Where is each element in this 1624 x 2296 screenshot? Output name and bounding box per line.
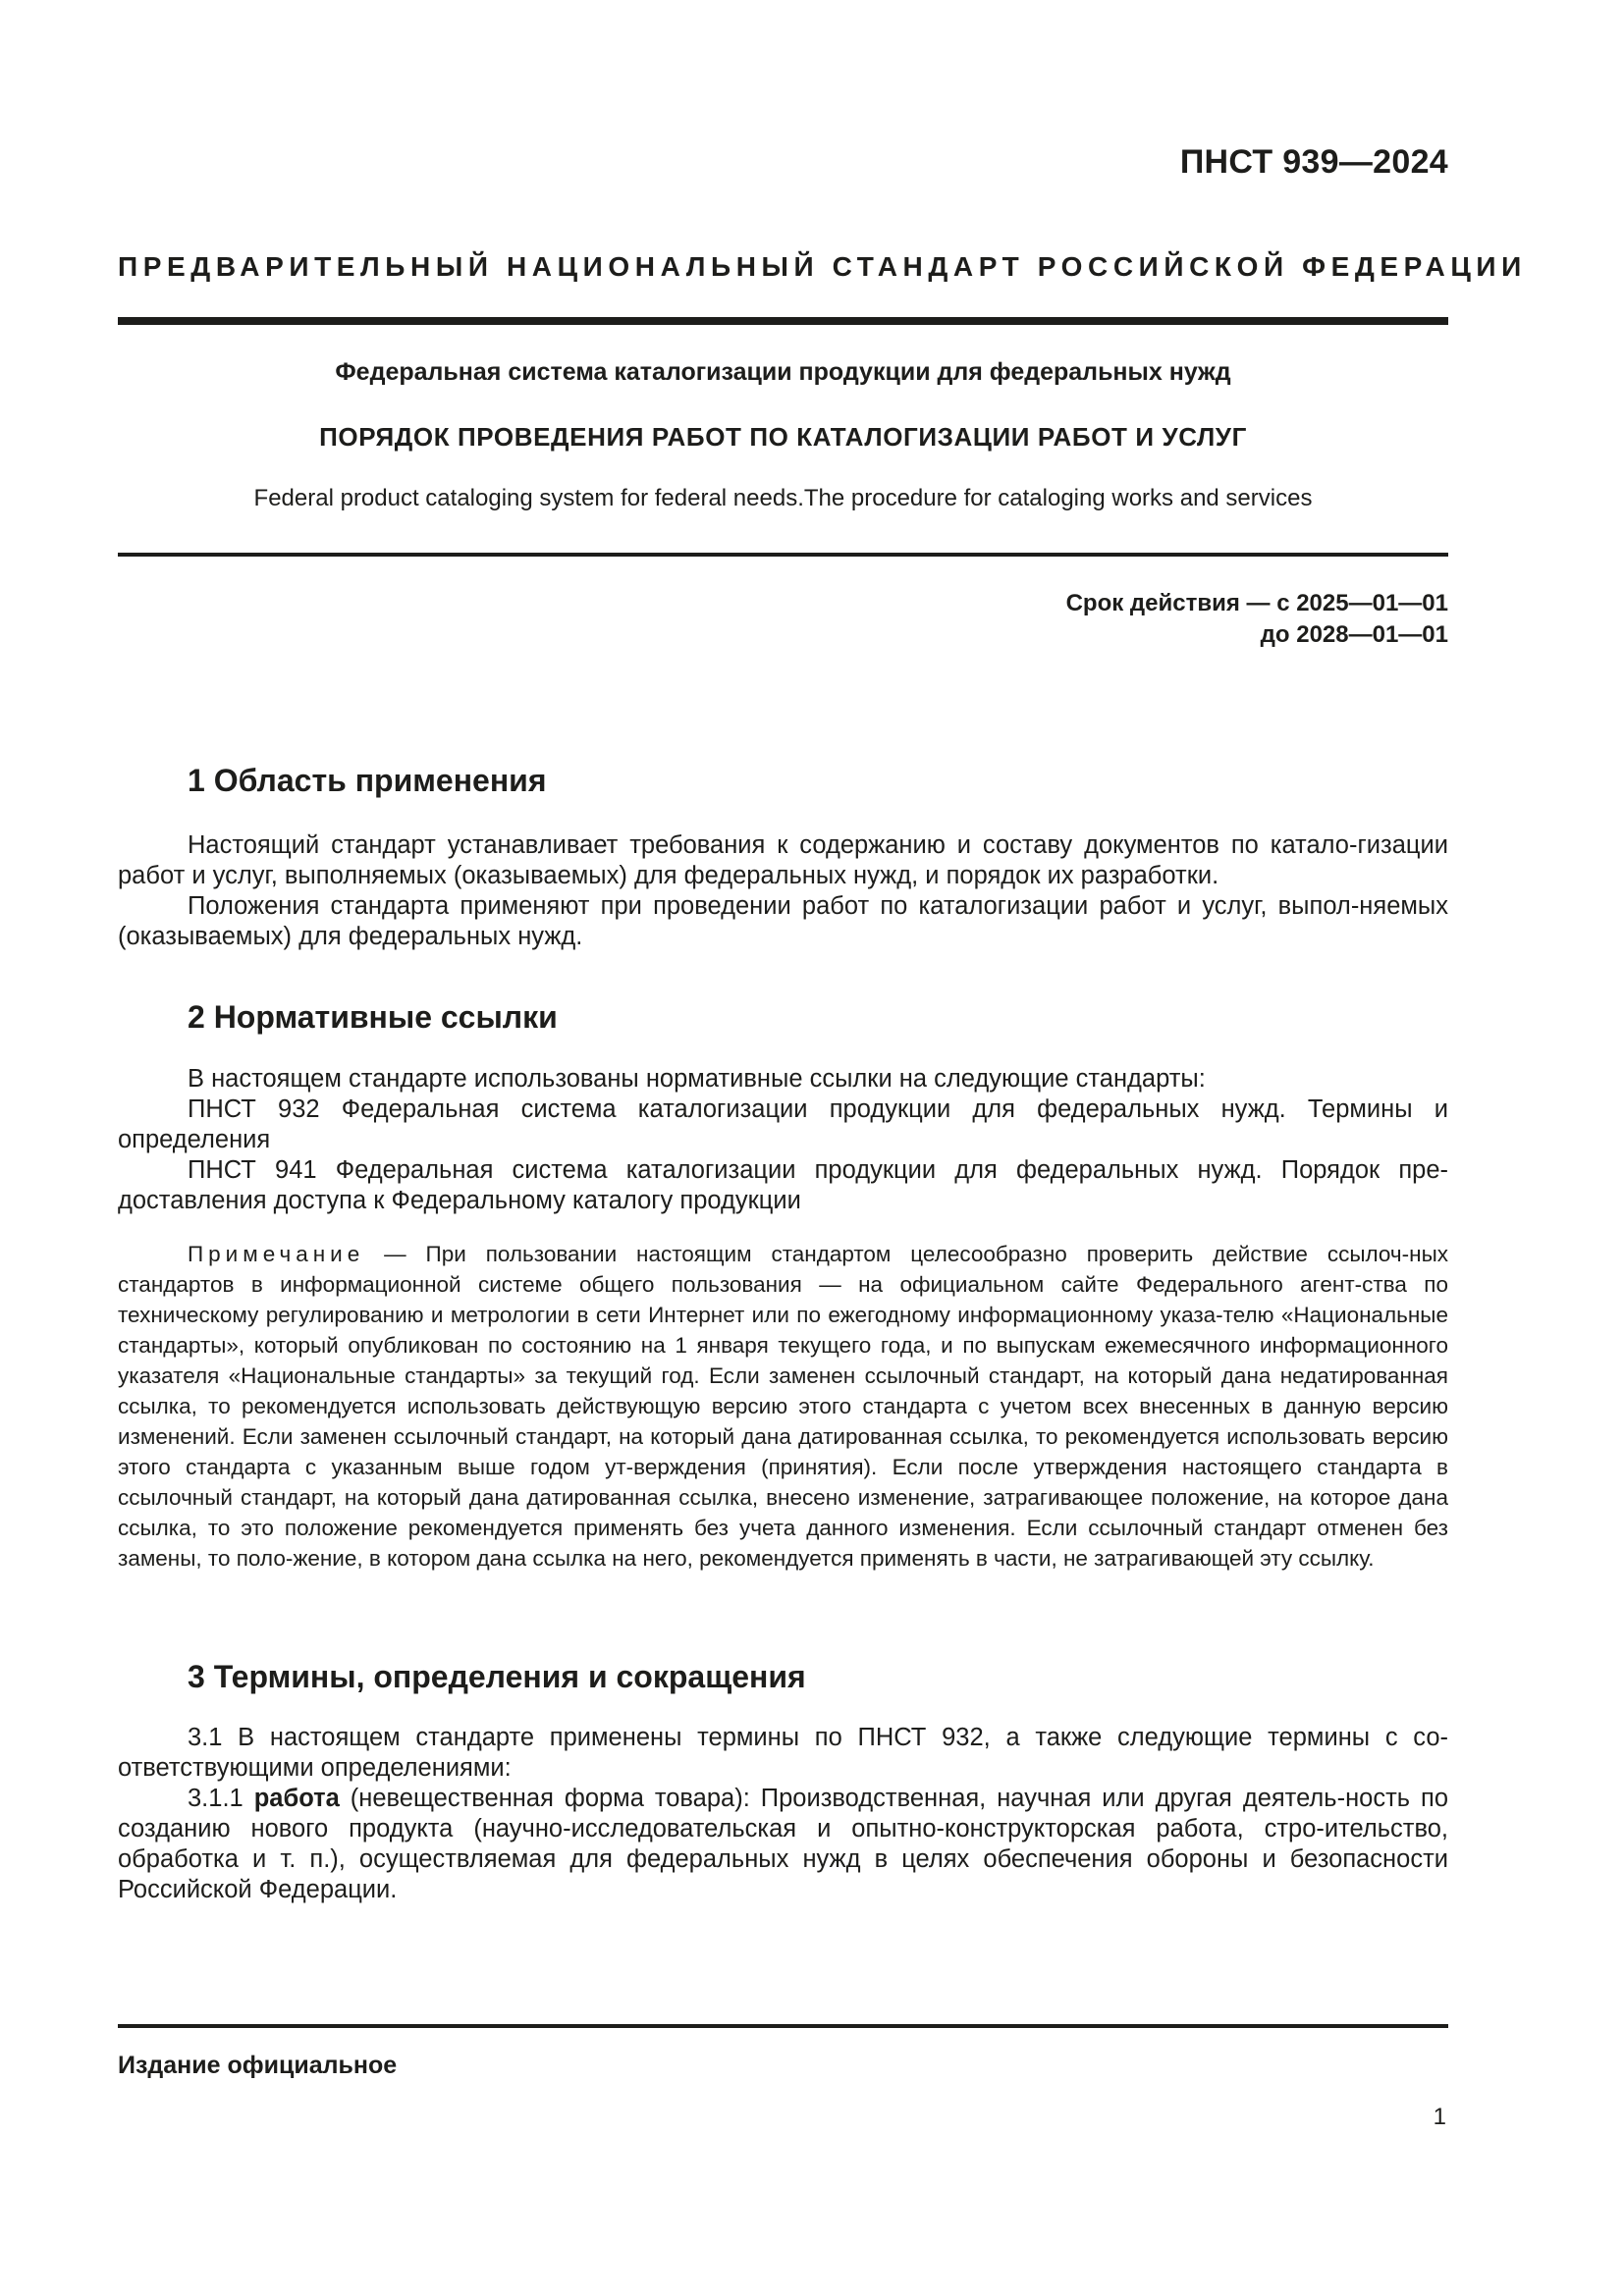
document-number: ПНСТ 939—2024: [1179, 143, 1448, 181]
term-number: 3.1.1: [188, 1785, 254, 1812]
title-russian: Федеральная система каталогизации продукции для федеральных нужд: [335, 358, 1231, 386]
validity-start: Срок действия — с 2025—01—01: [1065, 590, 1448, 616]
title-english: Federal product cataloging system for federal needs.The procedure for cataloging works and services: [253, 485, 1313, 511]
section-1-paragraph-1: Настоящий стандарт устанавливает требования к содержанию и составу документов по катало-гизации работ и услуг, выполняемых (оказываемых) для федеральных нужд, и порядок их разработки.: [118, 831, 1448, 889]
term-name: работа: [253, 1785, 340, 1812]
title-russian-caps: ПОРЯДОК ПРОВЕДЕНИЯ РАБОТ ПО КАТАЛОГИЗАЦИИ РАБОТ И УСЛУГ: [319, 422, 1247, 452]
note-label: Примечание: [188, 1242, 365, 1266]
section-1-paragraph-2: Положения стандарта применяют при проведении работ по каталогизации работ и услуг, выпол-няемых (оказываемых) для федеральных нужд.: [118, 892, 1448, 950]
validity-end: до 2028—01—01: [1260, 621, 1448, 648]
header-divider: [118, 317, 1448, 325]
section-3-title: 3 Термины, определения и сокращения: [188, 1659, 806, 1694]
section-2-note: [118, 1239, 1448, 1574]
section-3-paragraph-3-1-1: [118, 1784, 1448, 1905]
term-definition: (невещественная форма товара): Производственная, научная или другая деятель-ность по созданию нового продукта (научно-исследовательская и опытно-конструкторская работа, стро-ительство, обработка и т. п.), осуществляемая для федеральных нужд в целях обеспечения обороны и безопасности Российской Федерации.: [118, 1785, 1448, 1903]
title-divider: [118, 553, 1448, 557]
section-2-reference-2: ПНСТ 941 Федеральная система каталогизации продукции для федеральных нужд. Порядок пре-доставления доступа к Федеральному каталогу продукции: [118, 1156, 1448, 1214]
section-3-paragraph-3-1: 3.1 В настоящем стандарте применены термины по ПНСТ 932, а также следующие термины с со-ответствующими определениями:: [118, 1724, 1448, 1782]
note-text: — При пользовании настоящим стандартом целесообразно проверить действие ссылоч-ных стандартов в информационной системе общего пользования — на официальном сайте Федерального агент-ства по техническому регулированию и метрологии в сети Интернет или по ежегодному информационному указа-телю «Национальные стандарты», который опубликован по состоянию на 1 января текущего года, и по выпускам ежемесячного информационного указателя «Национальные стандарты» за текущий год. Если заменен ссылочный стандарт, на который дана недатированная ссылка, то рекомендуется использовать действующую версию этого стандарта с учетом всех внесенных в данную версию изменений. Если заменен ссылочный стандарт, на который дана датированная ссылка, то рекомендуется использовать версию этого стандарта с указанным выше годом ут-верждения (принятия). Если после утверждения настоящего стандарта в ссылочный стандарт, на который дана датированная ссылка, внесено изменение, затрагивающее положение, на которое дана ссылка, то это положение рекомендуется применять без учета данного изменения. Если ссылочный стандарт отменен без замены, то поло-жение, в котором дана ссылка на него, рекомендуется применять в части, не затрагивающей эту ссылку.: [118, 1242, 1448, 1571]
section-2-reference-1: ПНСТ 932 Федеральная система каталогизации продукции для федеральных нужд. Термины и определения: [118, 1095, 1448, 1153]
page-number: 1: [1433, 2104, 1446, 2130]
section-2-intro: В настоящем стандарте использованы нормативные ссылки на следующие стандарты:: [188, 1065, 1206, 1093]
main-heading: ПРЕДВАРИТЕЛЬНЫЙ НАЦИОНАЛЬНЫЙ СТАНДАРТ РОССИЙСКОЙ ФЕДЕРАЦИИ: [118, 251, 1527, 282]
section-1-title: 1 Область применения: [188, 763, 547, 798]
footer-divider: [118, 2024, 1448, 2028]
edition-label: Издание официальное: [118, 2052, 398, 2079]
section-2-title: 2 Нормативные ссылки: [188, 999, 558, 1035]
validity-period: [1066, 588, 1448, 651]
